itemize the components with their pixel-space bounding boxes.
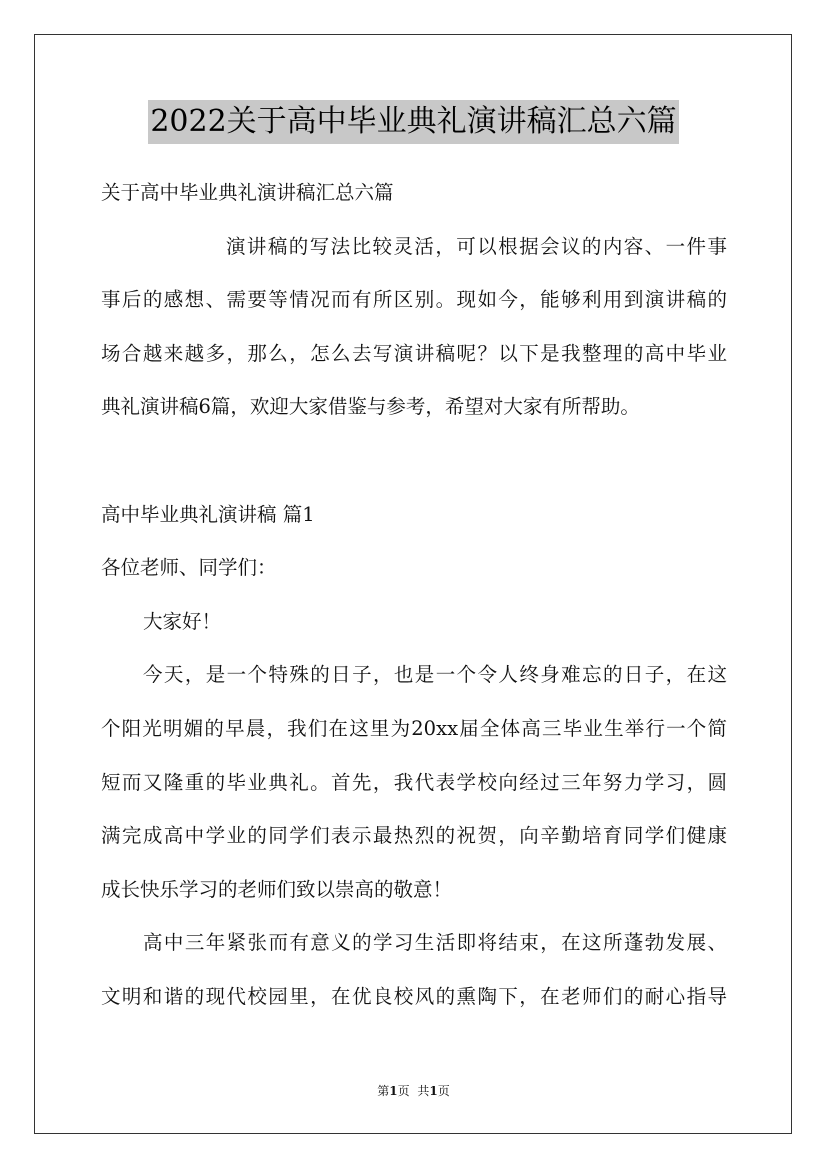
page-prefix: 第 [377, 1084, 390, 1098]
page-footer [0, 1082, 827, 1099]
paragraph-line: 高中三年紧张而有意义的学习生活即将结束，在这所蓬勃发展、 [143, 931, 727, 955]
total-suffix: 页 [437, 1084, 450, 1098]
greeting: 大家好！ [143, 609, 222, 633]
paragraph-line: 成长快乐学习的老师们致以崇高的敬意！ [101, 877, 453, 901]
subtitle: 关于高中毕业典礼演讲稿汇总六篇 [101, 181, 394, 204]
section-heading: 高中毕业典礼演讲稿 篇1 [101, 502, 315, 526]
page-suffix: 页 [397, 1084, 410, 1098]
document-body [101, 166, 727, 1024]
paragraph-line: 今天，是一个特殊的日子，也是一个令人终身难忘的日子，在这 [143, 663, 727, 687]
blank-line [101, 434, 727, 488]
salutation: 各位老师、同学们： [101, 556, 277, 580]
paragraph-line: 个阳光明媚的早晨，我们在这里为20xx届全体高三毕业生举行一个简 [101, 716, 727, 740]
intro-line: 事后的感想、需要等情况而有所区别。现如今，能够利用到演讲稿的 [101, 288, 727, 312]
paragraph-line: 文明和谐的现代校园里，在优良校风的熏陶下，在老师们的耐心指导 [101, 984, 727, 1008]
page-number: 1 [389, 1084, 398, 1098]
paragraph-line: 短而又隆重的毕业典礼。首先，我代表学校向经过三年努力学习，圆 [101, 770, 727, 794]
intro-line: 演讲稿的写法比较灵活，可以根据会议的内容、一件事 [226, 234, 727, 258]
total-prefix: 共 [417, 1084, 430, 1098]
intro-line: 场合越来越多，那么，怎么去写演讲稿呢？以下是我整理的高中毕业 [101, 341, 727, 365]
document-title: 2022关于高中毕业典礼演讲稿汇总六篇 [148, 100, 678, 144]
total-pages: 1 [429, 1084, 438, 1098]
title-container [0, 100, 827, 144]
intro-line: 典礼演讲稿6篇，欢迎大家借鉴与参考，希望对大家有所帮助。 [101, 395, 640, 419]
paragraph-line: 满完成高中学业的同学们表示最热烈的祝贺，向辛勤培育同学们健康 [101, 824, 727, 848]
